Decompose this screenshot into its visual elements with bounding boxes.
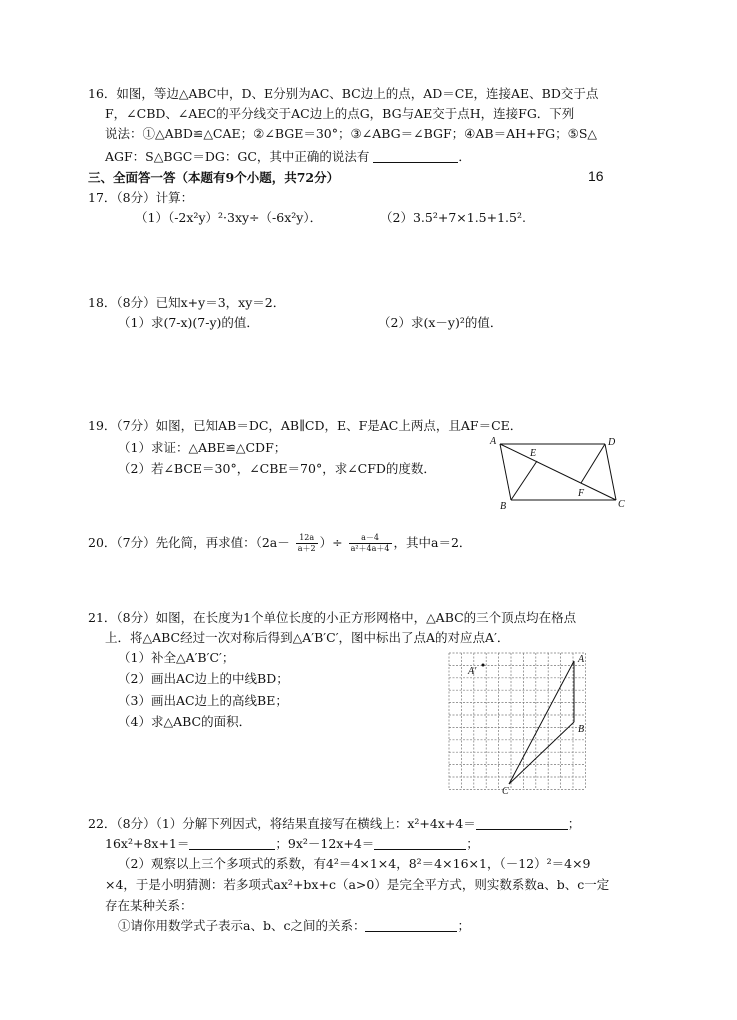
q22-line-2a: 16x²+8x+1＝	[105, 836, 190, 851]
q20-fraction-2	[349, 533, 392, 554]
q19-label-e: E	[530, 448, 537, 459]
q22-line-1	[88, 816, 580, 832]
q22-line-4: ×4，于是小明猜测：若多项式ax²+bx+c（a>0）是完全平方式，则实数系数a、b、c一定	[105, 877, 610, 892]
q22-blank-1[interactable]	[476, 817, 568, 830]
q16-line-4-end: ．	[458, 149, 471, 164]
q19-diagonal-ac	[500, 444, 616, 500]
q16-line-2: F，∠CBD、∠AEC的平分线交于AC边上的点G，BG与AE交于点H，连接FG．下列	[105, 106, 575, 121]
q19-side-ab	[500, 444, 511, 500]
q21-square-grid-figure	[446, 650, 612, 800]
q18-part-1: （1）求(7-x)(7-y)的值．	[118, 315, 259, 330]
q21-part-1: （1）补全△A′B′C′；	[118, 650, 235, 665]
section-3-title: 三、全面答一答（本题有9个小题，共72分）	[88, 170, 340, 185]
q21-part-2: （2）画出AC边上的中线BD；	[118, 671, 289, 686]
q22-line-2	[105, 836, 479, 852]
q19-part-2: （2）若∠BCE＝30°，∠CBE＝70°，求∠CFD的度数．	[118, 461, 436, 476]
q19-segment-df	[581, 444, 605, 483]
margin-mark: 16	[588, 168, 604, 184]
q17-part-2: （2）3.5²+7×1.5+1.5².	[380, 210, 526, 225]
q19-label-a: A	[490, 436, 497, 447]
q17-part-1: （1）（-2x²y）²·3xy÷（-6x²y）．	[135, 210, 323, 225]
q19-part-1: （1）求证：△ABE≌△CDF；	[118, 440, 287, 455]
q21-label-c: C	[502, 786, 509, 797]
q18-part-2: （2）求(x－y)²的值．	[378, 315, 503, 330]
q20-pre: 20．（7分）先化简，再求值：（2a－	[88, 535, 290, 550]
q21-point-a-prime	[482, 664, 485, 667]
q20-fraction-1-denominator: a＋2	[297, 544, 316, 553]
q16-answer-blank[interactable]	[373, 150, 458, 163]
q20-fraction-1	[296, 533, 318, 554]
q22-blank-2[interactable]	[189, 837, 275, 850]
q20-post: ，其中a＝2．	[393, 535, 472, 550]
q19-side-dc	[605, 444, 616, 500]
q20-mid: ）÷	[319, 535, 343, 550]
q19-segment-be	[511, 461, 537, 500]
q17-head: 17．（8分）计算：	[88, 190, 194, 205]
q22-blank-4[interactable]	[365, 919, 457, 932]
q21-side-bc	[509, 722, 574, 784]
q19-label-f: F	[578, 488, 585, 499]
q22-blank-3[interactable]	[374, 837, 466, 850]
q19-label-d: D	[608, 437, 616, 448]
q19-label-b: B	[500, 501, 507, 512]
q16-line-1: 16．如图，等边△ABC中，D、E分别为AC、BC边上的点，AD＝CE，连接AE、BD交于点	[88, 86, 599, 101]
q22-line-1-text: 22．（8分）（1）分解下列因式，将结果直接写在横线上：x²+4x+4＝	[88, 816, 476, 831]
q18-head: 18．（8分）已知x+y＝3，xy＝2．	[88, 295, 286, 310]
q21-line-2: 上．将△ABC经过一次对称后得到△A′B′C′，图中标出了点A的对应点A′．	[105, 630, 510, 645]
q16-line-4-text: AGF：S△BGC＝DG：GC，其中正确的说法有	[105, 149, 370, 164]
q22-line-2-end: ；	[466, 836, 479, 851]
q21-side-ac	[509, 661, 574, 784]
q21-label-a-prime: A′	[468, 666, 477, 677]
q22-line-6	[118, 918, 470, 934]
q21-label-a: A	[578, 654, 585, 665]
q21-part-3: （3）画出AC边上的高线BE；	[118, 693, 288, 708]
q22-line-3: （2）观察以上三个多项式的系数，有4²＝4×1×4，8²＝4×16×1，（－12）²＝4×9	[118, 856, 591, 871]
q19-head: 19．（7分）如图，已知AB＝DC，AB∥CD，E、F是AC上两点，且AF＝CE．	[88, 418, 523, 433]
q20-expression	[88, 533, 471, 554]
q20-fraction-2-denominator: a²＋4a＋4	[350, 544, 390, 553]
q22-line-6-end: ；	[457, 918, 470, 933]
q22-line-2b: ；9x²－12x+4＝	[275, 836, 375, 851]
q21-part-4: （4）求△ABC的面积．	[118, 714, 252, 729]
q21-label-b: B	[578, 724, 585, 735]
q19-parallelogram-figure	[488, 432, 630, 514]
q16-line-4	[105, 149, 471, 165]
q19-label-c: C	[618, 499, 625, 510]
q16-line-3: 说法：①△ABD≌△CAE；②∠BGE＝30°；③∠ABG＝∠BGF；④AB＝AH+FG；⑤S△	[105, 126, 598, 141]
q20-fraction-2-numerator: a－4	[349, 533, 392, 544]
q22-line-5: 存在某种关系：	[105, 898, 193, 913]
q21-line-1: 21．（8分）如图，在长度为1个单位长度的小正方形网格中，△ABC的三个顶点均在格点	[88, 610, 577, 625]
q20-fraction-1-numerator: 12a	[296, 533, 318, 544]
q22-line-1-end: ；	[567, 816, 581, 831]
q22-line-6-text: ①请你用数学式子表示a、b、c之间的关系：	[118, 918, 366, 933]
